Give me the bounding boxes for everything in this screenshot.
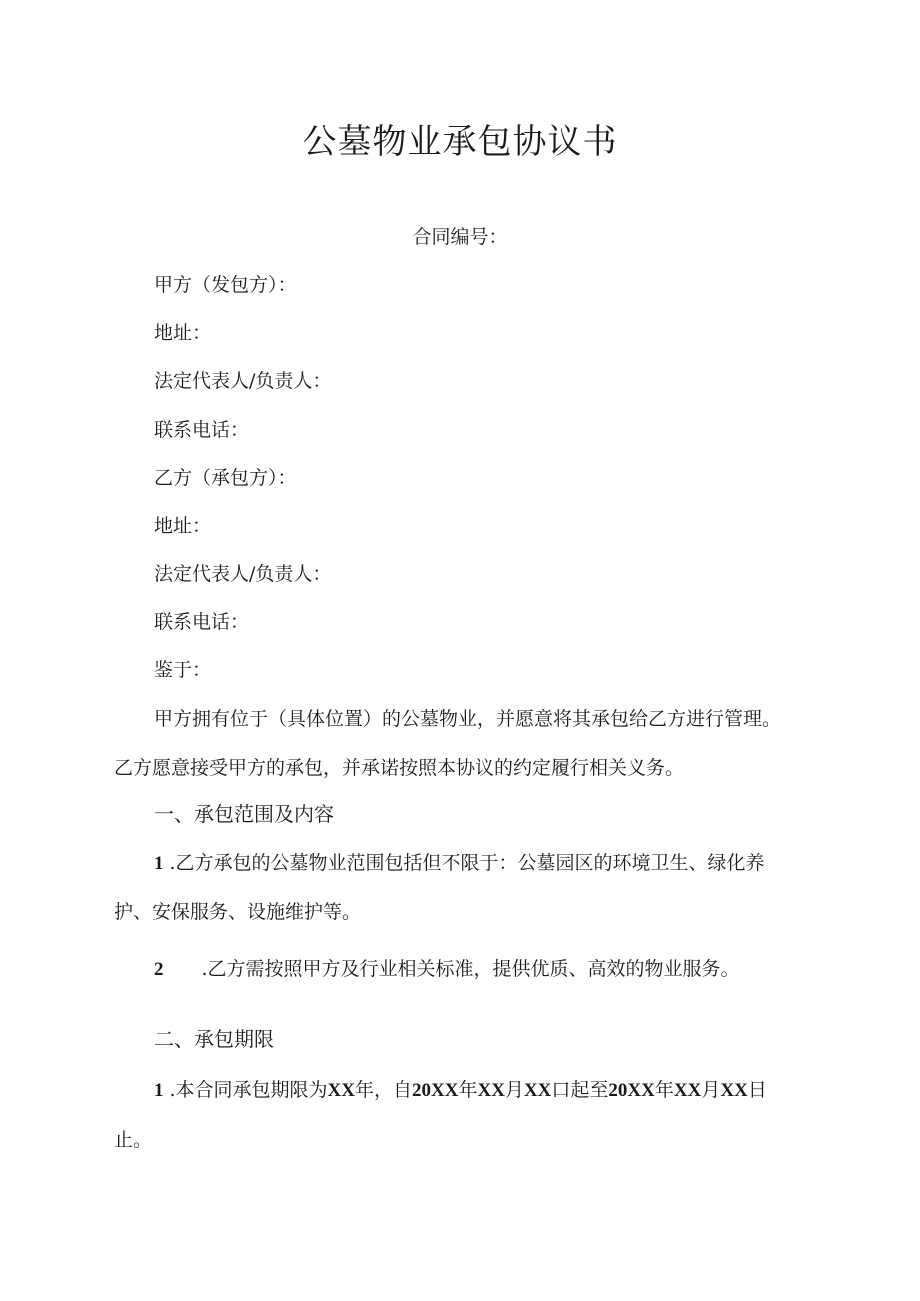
- end-month: XX: [673, 1080, 702, 1101]
- section2-item1-number: 1: [154, 1080, 164, 1101]
- document-title: 公墓物业承包协议书: [302, 122, 618, 162]
- term-text-8: 日: [747, 1079, 767, 1101]
- end-year: 20XX: [608, 1080, 655, 1101]
- term-text-6: 年: [654, 1079, 674, 1101]
- term-text-1: .本合同承包期限为: [169, 1079, 328, 1101]
- term-text-2: 年，自: [355, 1079, 413, 1101]
- start-year: 20XX: [412, 1080, 459, 1101]
- section1-item1-line1: [154, 849, 765, 878]
- party-a-phone-label: 联系电话：: [154, 419, 250, 441]
- party-a-name-label: 甲方（发包方）：: [154, 274, 297, 296]
- party-b-phone-label: 联系电话：: [154, 611, 250, 633]
- section1-heading: 一、承包范围及内容: [154, 802, 334, 826]
- party-b-address-label: 地址：: [154, 515, 212, 537]
- section1-item1-text: .乙方承包的公墓物业范围包括但不限于：公墓园区的环境卫生、绿化养: [169, 852, 765, 874]
- start-day: XX: [523, 1080, 552, 1101]
- contract-number-label: 合同编号：: [412, 226, 508, 248]
- term-text-5: 口起至: [551, 1079, 609, 1101]
- section1-item1-line2: 护、安保服务、设施维护等。: [114, 901, 362, 923]
- party-a-representative-label: 法定代表人/负责人：: [154, 370, 332, 392]
- term-text-4: 月: [504, 1079, 524, 1101]
- party-b-name-label: 乙方（承包方）：: [154, 467, 297, 489]
- end-day: XX: [720, 1080, 748, 1101]
- term-text-3: 年: [458, 1079, 478, 1101]
- whereas-paragraph-line2: 乙方愿意接受甲方的承包，并承诺按照本协议的约定履行相关义务。: [114, 757, 685, 779]
- section1-item1-number: 1: [154, 853, 164, 874]
- section1-item2-number: 2: [154, 959, 164, 980]
- term-text-7: 月: [701, 1079, 721, 1101]
- term-years: XX: [327, 1080, 355, 1101]
- start-month: XX: [477, 1080, 505, 1101]
- section2-item1-line2: 止。: [114, 1129, 153, 1151]
- whereas-label: 鉴于：: [154, 659, 212, 681]
- section2-heading: 二、承包期限: [154, 1027, 274, 1051]
- section1-item2-text: .乙方需按照甲方及行业相关标准，提供优质、高效的物业服务。: [201, 958, 740, 980]
- section1-item2: [154, 955, 740, 984]
- party-a-address-label: 地址：: [154, 322, 212, 344]
- section2-item1-line1: [154, 1076, 767, 1105]
- whereas-paragraph-line1: 甲方拥有位于（具体位置）的公墓物业，并愿意将其承包给乙方进行管理。: [154, 708, 782, 730]
- party-b-representative-label: 法定代表人/负责人：: [154, 563, 332, 585]
